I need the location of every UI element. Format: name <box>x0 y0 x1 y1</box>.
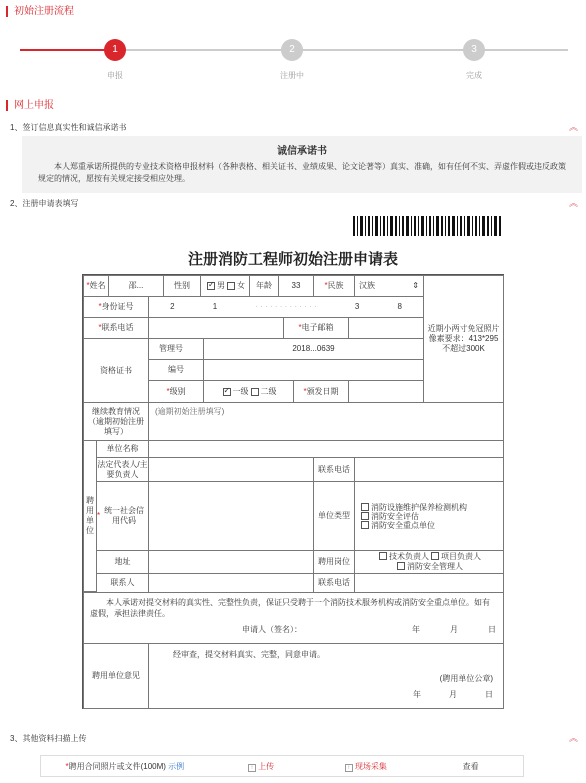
example-link[interactable]: 示例 <box>168 761 185 771</box>
name-input[interactable]: 邵... <box>108 275 164 297</box>
select-arrow-icon: ⇕ <box>412 281 419 290</box>
cert-label: 资格证书 <box>83 338 149 403</box>
contact-phone-label: 联系电话 <box>313 457 355 482</box>
step-3-circle: 3 <box>463 39 485 61</box>
gender-label: 性别 <box>163 275 201 297</box>
level-two-checkbox[interactable] <box>251 388 259 396</box>
upload-icon: ↑ <box>248 764 256 772</box>
email-label: * 电子邮箱 <box>283 317 349 339</box>
level-one-checkbox[interactable] <box>223 388 231 396</box>
employer-group-label: 聘用单位 <box>83 440 97 592</box>
opinion-year-label: 年 <box>413 690 421 699</box>
post-checkbox-3[interactable] <box>397 562 405 570</box>
upload-label: *聘用合同照片或文件(100M) 示例 <box>65 761 185 771</box>
promise-text: 本人郑重承诺所提供的专业技术资格申报材料（各种表格、相关证书、业绩成果、论文论著等）真实、准确，如有任何不实、弄虚作假或违反政策规定的情况，愿按有关规定接受相应处理。 <box>38 162 566 183</box>
name-label: * 姓名 <box>83 275 109 297</box>
post-checkbox-1[interactable] <box>379 552 387 560</box>
day-label: 日 <box>488 625 496 634</box>
employer-seal: (聘用单位公章) <box>439 674 493 683</box>
post-options[interactable]: 技术负责人 项目负责人 消防安全管理人 <box>354 550 504 574</box>
scan-button[interactable]: ↑ 现场采集 <box>313 761 418 772</box>
step-3-label: 完成 <box>466 71 482 80</box>
ethnic-label: * 民族 <box>313 275 355 297</box>
post-label: 聘用岗位 <box>313 550 355 574</box>
unit-type-checkbox-3[interactable] <box>361 521 369 529</box>
online-section-title: 网上申报 <box>6 100 54 111</box>
level-options[interactable]: ✓ 一级 二级 <box>203 380 294 403</box>
upload-button[interactable]: ↑ 上传 <box>209 761 314 772</box>
credit-code-input[interactable] <box>148 481 314 551</box>
unit-name-input[interactable] <box>148 440 504 458</box>
contact-phone2-input[interactable] <box>354 573 504 593</box>
applicant-sign-label: 申请人（签名）： <box>242 625 302 634</box>
barcode-icon <box>353 216 501 236</box>
age-label: 年龄 <box>249 275 279 297</box>
legal-rep-label: 法定代表人/主要负责人 <box>96 457 149 482</box>
id-label: * 身份证号 <box>83 296 149 318</box>
page-title: 初始注册流程 <box>6 6 74 17</box>
step-line-done <box>20 49 116 51</box>
contact-person-label: 联系人 <box>96 573 149 593</box>
opinion-day-label: 日 <box>485 690 493 699</box>
mgmt-no-label: 管理号 <box>148 338 204 360</box>
view-button[interactable]: 查看 <box>462 761 479 771</box>
collapse-section-3-icon[interactable]: ︽ <box>568 733 578 743</box>
level-label: * 级别 <box>148 380 204 403</box>
declaration-text: 本人承诺对提交材料的真实性、完整性负责，保证只受聘于一个消防技术服务机构或消防安全重点单位。如有虚假，承担法律责任。 <box>90 598 490 618</box>
section-3-title: 3、其他资料扫描上传 <box>10 734 87 743</box>
section-1-title: 1、签订信息真实性和诚信承诺书 <box>10 123 127 132</box>
female-checkbox[interactable] <box>227 282 235 290</box>
month-label: 月 <box>450 625 458 634</box>
unit-name-label: 单位名称 <box>96 440 149 458</box>
collapse-section-1-icon[interactable]: ︽ <box>568 122 578 132</box>
issue-date-label: * 颁发日期 <box>293 380 349 403</box>
post-checkbox-2[interactable] <box>431 552 439 560</box>
application-form <box>82 274 504 709</box>
unit-type-checkbox-2[interactable] <box>361 512 369 520</box>
contact-person-input[interactable] <box>148 573 314 593</box>
edu-label: 继续教育情况（逾期初始注册填写） <box>83 402 149 441</box>
ethnic-select[interactable]: 汉族 ⇕ <box>354 275 424 297</box>
upload-row <box>40 755 524 777</box>
unit-type-label: 单位类型 <box>313 481 355 551</box>
age-input[interactable]: 33 <box>278 275 314 297</box>
phone-label: * 联系电话 <box>83 317 149 339</box>
declaration-block <box>83 592 504 644</box>
step-1-circle: 1 <box>104 39 126 61</box>
step-2-circle: 2 <box>281 39 303 61</box>
male-checkbox[interactable] <box>207 282 215 290</box>
employer-opinion-text: 经审查，提交材料真实、完整，同意申请。 <box>173 650 325 659</box>
number-input[interactable] <box>203 359 424 381</box>
promise-title: 诚信承诺书 <box>277 146 327 157</box>
employer-opinion-box <box>148 643 504 709</box>
unit-type-checkbox-1[interactable] <box>361 503 369 511</box>
scan-icon: ↑ <box>345 764 353 772</box>
photo-upload[interactable]: 近期小两寸免冠照片像素要求：413*295 不超过300K <box>423 275 504 403</box>
form-title: 注册消防工程师初始注册申请表 <box>187 251 398 268</box>
collapse-section-2-icon[interactable]: ︽ <box>568 198 578 208</box>
mgmt-no-input[interactable]: 2018...0639 <box>203 338 424 360</box>
step-1-label: 申报 <box>107 71 123 80</box>
employer-opinion-label: 聘用单位意见 <box>83 643 149 709</box>
step-line-pending <box>116 49 568 51</box>
contact-phone2-label: 联系电话 <box>313 573 355 593</box>
section-2-title: 2、注册申请表填写 <box>10 199 79 208</box>
address-label: 地址 <box>96 550 149 574</box>
issue-date-input[interactable] <box>348 380 424 403</box>
email-input[interactable] <box>348 317 424 339</box>
opinion-month-label: 月 <box>449 690 457 699</box>
unit-type-options[interactable]: 消防设施维护保养检测机构 消防安全评估 消防安全重点单位 <box>354 481 504 551</box>
phone-input[interactable] <box>148 317 284 339</box>
year-label: 年 <box>412 625 420 634</box>
gender-options[interactable]: ✓ 男 女 <box>200 275 250 297</box>
step-2-label: 注册中 <box>280 71 304 80</box>
legal-rep-input[interactable] <box>148 457 314 482</box>
edu-input[interactable]: (逾期初始注册填写) <box>148 402 504 441</box>
credit-code-label: * 统一社会信用代码 <box>96 481 149 551</box>
id-input[interactable]: 2 1 · · · · · · · · · · · · · 3 8 <box>148 296 424 318</box>
contact-phone-input[interactable] <box>354 457 504 482</box>
number-label: 编号 <box>148 359 204 381</box>
address-input[interactable] <box>148 550 314 574</box>
promise-box <box>22 136 582 193</box>
